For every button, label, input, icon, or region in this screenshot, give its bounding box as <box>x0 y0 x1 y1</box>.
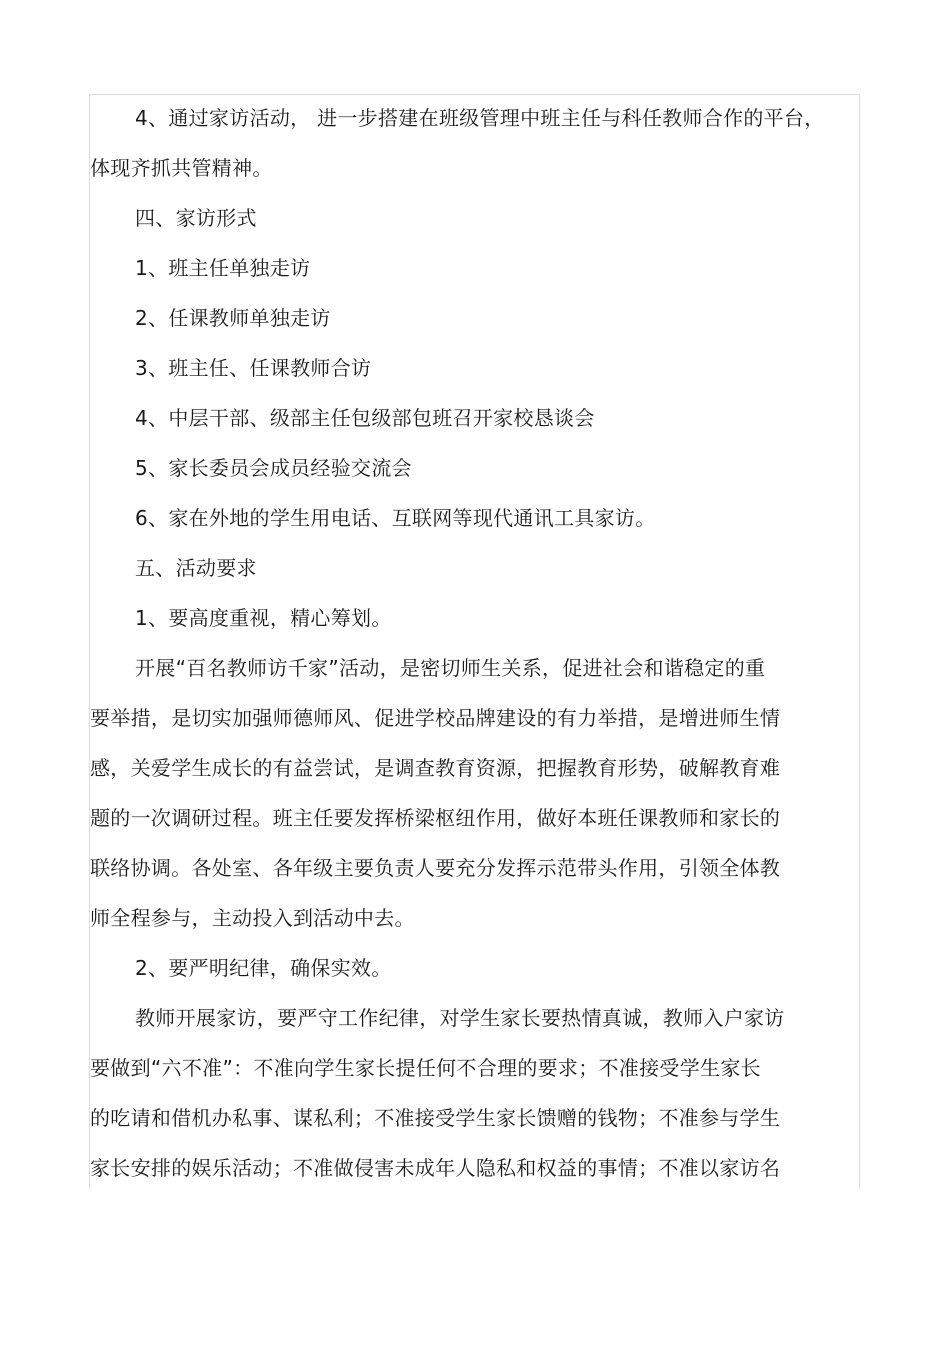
list-item: 1、班主任单独走访 <box>135 256 311 280</box>
paragraph-line: 4、通过家访活动， 进一步搭建在班级管理中班主任与科任教师合作的平台， <box>135 106 825 130</box>
paragraph-line: 师全程参与，主动投入到活动中去。 <box>90 906 415 930</box>
paragraph-line: 教师开展家访，要严守工作纪律，对学生家长要热情真诚，教师入户家访 <box>135 1006 785 1030</box>
list-item: 2、任课教师单独走访 <box>135 306 331 330</box>
paragraph-line: 联络协调。各处室、各年级主要负责人要充分发挥示范带头作用，引领全体教 <box>90 856 781 880</box>
paragraph-line: 题的一次调研过程。班主任要发挥桥梁枢纽作用，做好本班任课教师和家长的 <box>90 806 781 830</box>
list-item: 4、中层干部、级部主任包级部包班召开家校恳谈会 <box>135 406 595 430</box>
paragraph-line: 的吃请和借机办私事、谋私利；不准接受学生家长馈赠的钱物；不准参与学生 <box>90 1106 781 1130</box>
list-item: 5、家长委员会成员经验交流会 <box>135 456 412 480</box>
list-item: 3、班主任、任课教师合访 <box>135 356 372 380</box>
paragraph-line: 体现齐抓共管精神。 <box>90 156 273 180</box>
list-item: 2、要严明纪律，确保实效。 <box>135 956 392 980</box>
paragraph-line: 家长安排的娱乐活动；不准做侵害未成年人隐私和权益的事情；不准以家访名 <box>90 1156 781 1180</box>
paragraph-line: 开展“百名教师访千家”活动，是密切师生关系，促进社会和谐稳定的重 <box>135 656 766 680</box>
list-item: 6、家在外地的学生用电话、互联网等现代通讯工具家访。 <box>135 506 656 530</box>
paragraph-line: 要做到“六不准”：不准向学生家长提任何不合理的要求；不准接受学生家长 <box>90 1056 761 1080</box>
section-heading: 五、活动要求 <box>135 556 257 580</box>
paragraph-line: 感，关爱学生成长的有益尝试，是调查教育资源，把握教育形势，破解教育难 <box>90 756 781 780</box>
section-heading: 四、家访形式 <box>135 206 257 230</box>
paragraph-line: 要举措，是切实加强师德师风、促进学校品牌建设的有力举措，是增进师生情 <box>90 706 781 730</box>
list-item: 1、要高度重视，精心筹划。 <box>135 606 392 630</box>
